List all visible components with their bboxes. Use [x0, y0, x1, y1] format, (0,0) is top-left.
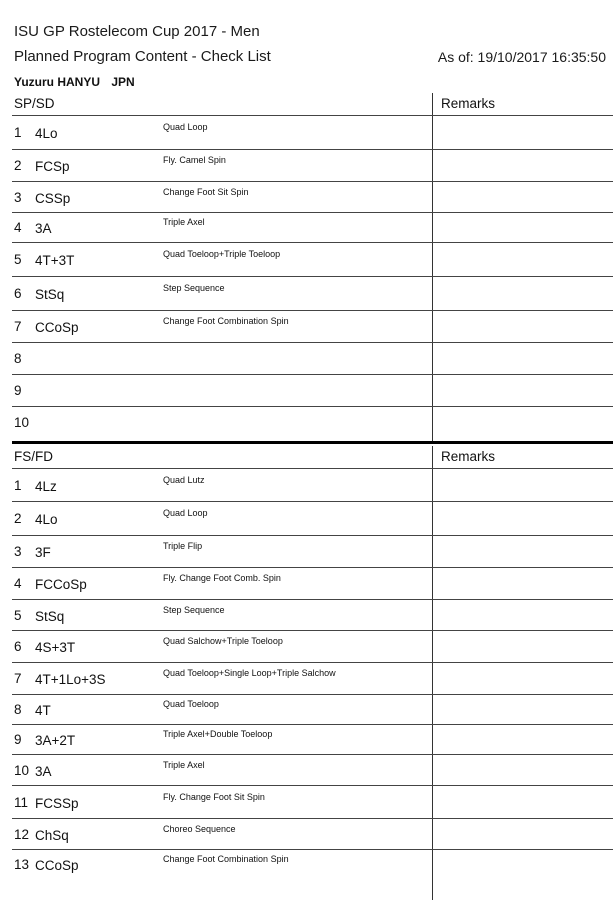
element-code: 4Lz — [35, 478, 57, 494]
element-number: 7 — [14, 319, 22, 334]
table-row — [12, 115, 613, 149]
table-row — [12, 501, 613, 535]
element-description: Triple Axel — [163, 217, 205, 227]
element-code: CSSp — [35, 190, 71, 206]
table-row — [12, 242, 613, 276]
element-code: FCCoSp — [35, 577, 87, 592]
element-description: Step Sequence — [163, 604, 225, 615]
short-program-section — [12, 93, 613, 437]
element-code: 3F — [35, 545, 51, 560]
element-number: 4 — [14, 576, 22, 591]
element-description: Quad Toeloop — [163, 699, 219, 709]
table-row — [12, 276, 613, 310]
table-row — [12, 694, 613, 724]
element-description: Quad Toeloop+Single Loop+Triple Salchow — [163, 668, 336, 678]
element-number: 10 — [14, 762, 30, 778]
element-number: 1 — [14, 477, 22, 493]
event-title: ISU GP Rostelecom Cup 2017 - Men — [14, 23, 260, 40]
element-code: CCoSp — [35, 320, 79, 335]
element-description: Fly. Change Foot Sit Spin — [163, 791, 265, 802]
table-row — [12, 212, 613, 242]
free-skate-header — [12, 446, 613, 468]
element-number: 5 — [14, 252, 22, 267]
element-number: 9 — [14, 383, 22, 398]
table-row — [12, 849, 613, 878]
element-code: 4T — [35, 703, 51, 718]
element-code: 4S+3T — [35, 640, 76, 655]
remarks-label: Remarks — [441, 449, 496, 464]
table-row — [12, 535, 613, 567]
element-code: 3A+2T — [35, 733, 76, 748]
remarks-label: Remarks — [441, 96, 496, 111]
table-row — [12, 662, 613, 694]
element-number: 1 — [14, 125, 22, 140]
element-number: 3 — [14, 544, 22, 559]
table-row — [12, 406, 613, 437]
element-number: 12 — [14, 826, 30, 842]
element-code: ChSq — [35, 827, 69, 843]
element-number: 6 — [14, 639, 22, 654]
element-number: 7 — [14, 671, 22, 686]
table-row — [12, 567, 613, 599]
element-number: 9 — [14, 732, 22, 747]
element-code: 4Lo — [35, 512, 58, 527]
element-description: Quad Toeloop+Triple Toeloop — [163, 249, 281, 259]
table-row — [12, 818, 613, 849]
element-description: Choreo Sequence — [163, 823, 236, 834]
free-skate-section — [12, 446, 613, 878]
element-code: 4Lo — [35, 126, 58, 141]
element-number: 13 — [14, 856, 30, 872]
document-title: Planned Program Content - Check List — [14, 48, 271, 65]
element-number: 6 — [14, 286, 22, 301]
element-number: 4 — [14, 220, 22, 235]
table-row — [12, 754, 613, 785]
skater-country: JPN — [111, 75, 135, 89]
element-code: 4T+3T — [35, 253, 75, 268]
table-row — [12, 310, 613, 342]
element-code: CCoSp — [35, 857, 79, 873]
table-row — [12, 149, 613, 181]
element-description: Triple Axel — [163, 759, 205, 770]
element-description: Fly. Camel Spin — [163, 155, 226, 165]
element-description: Quad Loop — [163, 122, 208, 132]
skater-name: Yuzuru HANYU — [14, 75, 101, 89]
element-description: Triple Axel+Double Toeloop — [163, 729, 273, 739]
table-row — [12, 724, 613, 754]
table-row — [12, 785, 613, 818]
short-program-header — [12, 93, 613, 115]
element-description: Quad Loop — [163, 508, 208, 518]
element-description: Change Foot Combination Spin — [163, 316, 289, 326]
short-program-label: SP/SD — [14, 96, 55, 111]
element-description: Fly. Change Foot Comb. Spin — [163, 573, 281, 583]
element-code: StSq — [35, 287, 65, 302]
element-number: 2 — [14, 158, 22, 173]
table-row — [12, 599, 613, 630]
element-number: 3 — [14, 189, 22, 205]
element-description: Quad Salchow+Triple Toeloop — [163, 636, 283, 646]
element-description: Change Foot Sit Spin — [163, 186, 249, 197]
element-code: 4T+1Lo+3S — [35, 672, 106, 687]
element-code: FCSp — [35, 159, 70, 174]
element-description: Change Foot Combination Spin — [163, 853, 289, 864]
element-number: 5 — [14, 607, 22, 623]
table-row — [12, 630, 613, 662]
element-code: StSq — [35, 608, 65, 624]
short-program-rows — [12, 115, 613, 437]
skater-info — [14, 75, 135, 89]
element-number: 8 — [14, 351, 22, 366]
element-number: 8 — [14, 702, 22, 717]
table-row — [12, 468, 613, 501]
element-code: 3A — [35, 221, 52, 236]
free-skate-label: FS/FD — [14, 449, 53, 464]
element-code: 3A — [35, 763, 52, 779]
element-description: Quad Lutz — [163, 474, 205, 485]
table-row — [12, 181, 613, 212]
element-number: 2 — [14, 511, 22, 526]
table-row — [12, 374, 613, 406]
section-separator — [12, 441, 613, 444]
as-of-timestamp: As of: 19/10/2017 16:35:50 — [437, 49, 606, 65]
element-code: FCSSp — [35, 795, 79, 811]
element-number: 11 — [14, 794, 29, 810]
element-description: Step Sequence — [163, 283, 225, 293]
element-description: Triple Flip — [163, 541, 203, 551]
table-row — [12, 342, 613, 374]
free-skate-rows — [12, 468, 613, 878]
element-number: 10 — [14, 414, 30, 430]
